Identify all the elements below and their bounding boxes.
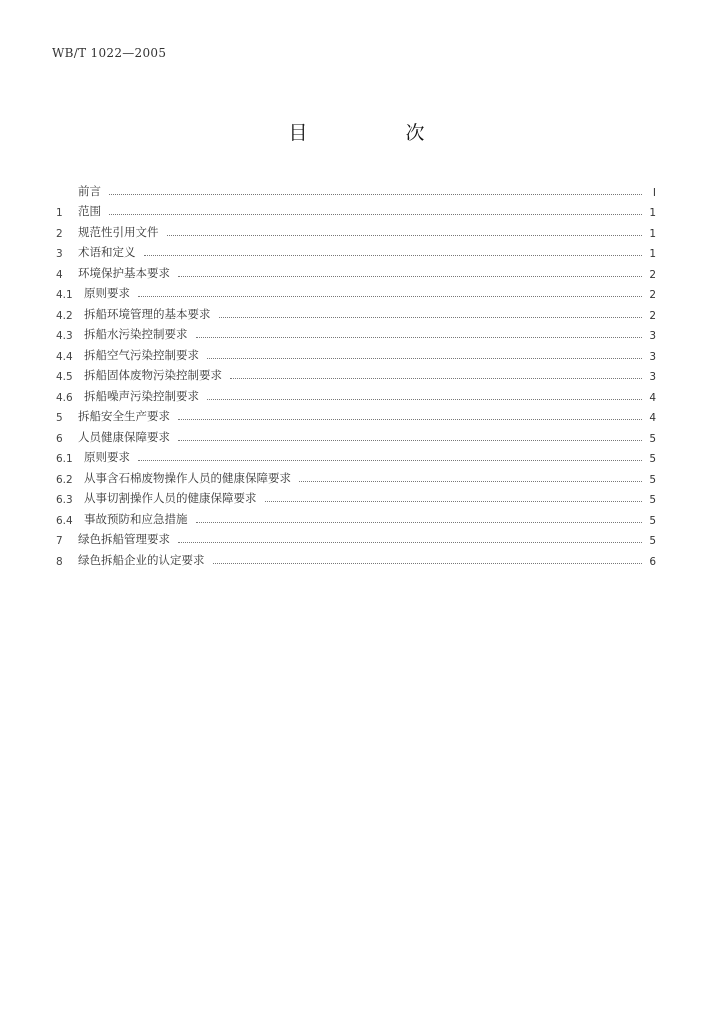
toc-entry[interactable] — [56, 404, 656, 425]
toc-dot-leader — [144, 255, 643, 256]
toc-dot-leader — [196, 522, 643, 523]
toc-entry-number: 6.3 — [56, 494, 73, 506]
toc-entry-page: 6 — [649, 555, 656, 568]
toc-entry-label: 拆船固体废物污染控制要求 — [84, 368, 222, 382]
toc-entry-label: 环境保护基本要求 — [78, 265, 170, 280]
toc-entry[interactable] — [56, 486, 656, 507]
toc-dot-leader — [178, 542, 642, 543]
toc-entry-number: 4.4 — [56, 350, 73, 363]
toc-entry-label: 术语和定义 — [78, 245, 136, 259]
toc-entry-page: 5 — [649, 535, 656, 547]
toc-entry-number: 4.6 — [56, 391, 73, 404]
toc-dot-leader — [207, 358, 642, 359]
toc-entry-page: 5 — [649, 494, 656, 506]
toc-entry-label: 人员健康保障要求 — [78, 429, 170, 444]
toc-entry-label: 绿色拆船管理要求 — [78, 532, 170, 546]
toc-entry-number: 4.2 — [56, 309, 73, 322]
toc-entry-number: 4.5 — [56, 371, 73, 383]
toc-entry-label: 拆船空气污染控制要求 — [84, 347, 199, 362]
toc-entry-number: 6.1 — [56, 453, 73, 465]
toc-entry[interactable] — [56, 424, 656, 445]
toc-entry-page: 2 — [649, 289, 656, 301]
toc-entry[interactable] — [56, 383, 656, 404]
toc-entry-page: 2 — [649, 309, 656, 322]
toc-entry-page: 1 — [649, 248, 656, 260]
toc-dot-leader — [213, 563, 643, 564]
toc-entry-page: 5 — [649, 473, 656, 486]
toc-entry-page: 1 — [649, 227, 656, 240]
toc-dot-leader — [178, 276, 642, 277]
toc-entry-page: 3 — [649, 371, 656, 383]
toc-entry-number: 3 — [56, 248, 63, 260]
toc-entry[interactable] — [56, 363, 656, 384]
toc-entry-page: 3 — [649, 350, 656, 363]
toc-dot-leader — [196, 337, 643, 338]
toc-entry-label: 从事切割操作人员的健康保障要求 — [84, 491, 257, 505]
toc-entry-page: 3 — [649, 330, 656, 342]
toc-entry[interactable] — [56, 281, 656, 302]
toc-entry-page: 5 — [649, 453, 656, 465]
toc-entry[interactable] — [56, 547, 656, 568]
toc-entry[interactable] — [56, 219, 656, 240]
toc-entry[interactable] — [56, 199, 656, 220]
toc-entry-number: 7 — [56, 535, 63, 547]
toc-entry[interactable] — [56, 506, 656, 527]
toc-entry-label: 事故预防和应急措施 — [84, 511, 188, 526]
page-title: 目 次 — [288, 122, 471, 144]
toc-entry-number: 8 — [56, 555, 63, 568]
toc-entry-page: 5 — [649, 432, 656, 445]
toc-entry[interactable] — [56, 527, 656, 548]
toc-entry-page: 1 — [649, 207, 656, 219]
toc-entry[interactable] — [56, 240, 656, 261]
toc-dot-leader — [207, 399, 642, 400]
toc-dot-leader — [109, 194, 642, 195]
toc-entry-page: 5 — [649, 514, 656, 527]
toc-entry-label: 拆船噪声污染控制要求 — [84, 388, 199, 403]
toc-entry-page: 4 — [649, 391, 656, 404]
toc-entry[interactable] — [56, 445, 656, 466]
toc-entry[interactable] — [56, 342, 656, 363]
toc-dot-leader — [299, 481, 642, 482]
toc-dot-leader — [109, 214, 642, 215]
toc-entry-number: 4.1 — [56, 289, 73, 301]
toc-entry[interactable] — [56, 178, 656, 199]
toc-entry[interactable] — [56, 260, 656, 281]
toc-dot-leader — [178, 419, 642, 420]
toc-entry-label: 原则要求 — [84, 450, 130, 464]
toc-entry-label: 规范性引用文件 — [78, 224, 159, 239]
toc-entry[interactable] — [56, 465, 656, 486]
toc-entry-number: 1 — [56, 207, 63, 219]
toc-dot-leader — [138, 296, 642, 297]
toc-entry[interactable] — [56, 322, 656, 343]
toc-entry-label: 拆船安全生产要求 — [78, 409, 170, 423]
toc-entry-label: 原则要求 — [84, 286, 130, 300]
toc-entry-label: 前言 — [78, 183, 101, 198]
toc-entry-label: 拆船环境管理的基本要求 — [84, 306, 211, 321]
toc-entry-page: 2 — [649, 268, 656, 281]
toc-entry-label: 从事含石棉废物操作人员的健康保障要求 — [84, 470, 291, 485]
toc-dot-leader — [178, 440, 642, 441]
standard-code: WB/T 1022—2005 — [52, 46, 167, 60]
toc-entry-page: Ⅰ — [652, 186, 656, 199]
toc-entry-number: 6.4 — [56, 514, 73, 527]
toc-dot-leader — [230, 378, 642, 379]
toc-entry-number: 2 — [56, 227, 63, 240]
toc-dot-leader — [219, 317, 643, 318]
toc-entry-page: 4 — [649, 412, 656, 424]
toc-entry-label: 范围 — [78, 204, 101, 218]
toc-dot-leader — [138, 460, 642, 461]
toc-entry-number: 4 — [56, 268, 63, 281]
toc-dot-leader — [167, 235, 643, 236]
toc-entry[interactable] — [56, 301, 656, 322]
toc-entry-number: 4.3 — [56, 330, 73, 342]
toc-entry-number: 6 — [56, 432, 63, 445]
toc-entry-label: 拆船水污染控制要求 — [84, 327, 188, 341]
toc-dot-leader — [265, 501, 643, 502]
table-of-contents — [56, 178, 656, 568]
toc-entry-number: 6.2 — [56, 473, 73, 486]
toc-entry-label: 绿色拆船企业的认定要求 — [78, 552, 205, 567]
toc-entry-number: 5 — [56, 412, 63, 424]
